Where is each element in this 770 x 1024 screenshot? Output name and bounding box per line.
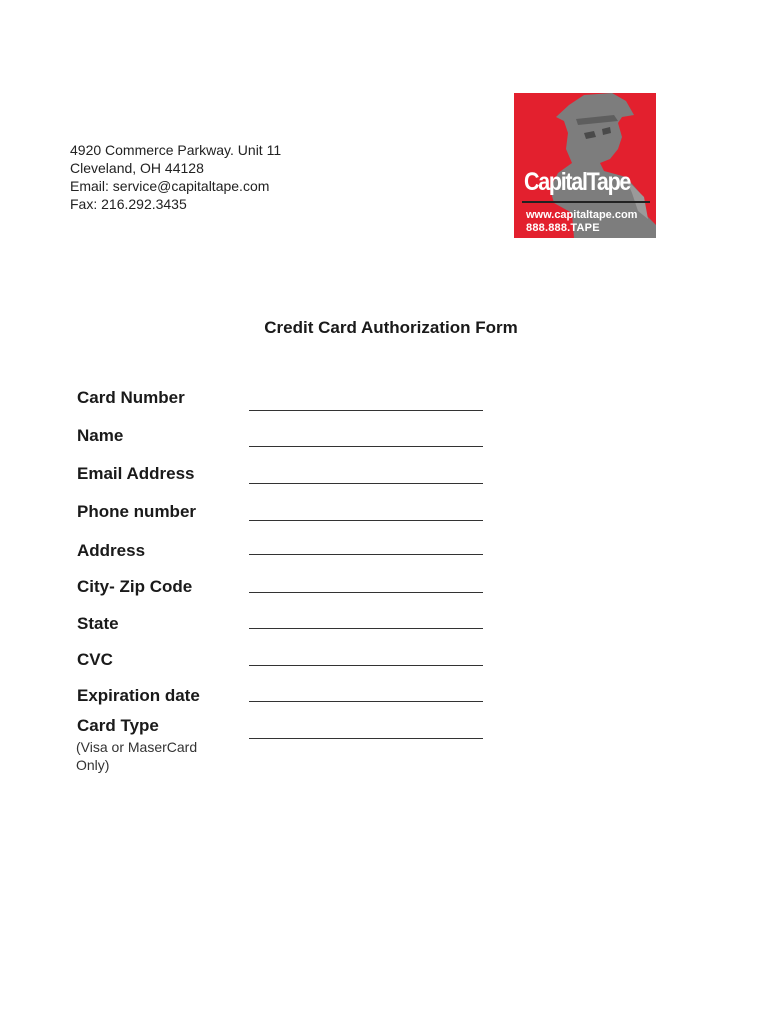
label-expiration-date: Expiration date [77,686,200,705]
address-line-street: 4920 Commerce Parkway. Unit 11 [70,142,282,158]
label-address: Address [77,541,146,560]
company-logo [514,93,656,238]
label-email-address: Email Address [77,464,195,483]
field-line-email-address[interactable] [249,483,483,484]
form-title: Credit Card Authorization Form [264,318,518,337]
label-card-type: Card Type [77,716,159,735]
address-line-city: Cleveland, OH 44128 [70,160,204,176]
logo-website: www.capitaltape.com [526,209,638,221]
field-line-phone-number[interactable] [249,520,483,521]
label-name: Name [77,426,124,445]
label-state: State [77,614,119,633]
label-city-zip-code: City- Zip Code [77,577,193,596]
label-cvc: CVC [77,650,113,669]
field-line-city-zip-code[interactable] [249,592,483,593]
field-line-address[interactable] [249,554,483,555]
logo-divider [522,201,650,203]
field-line-name[interactable] [249,446,483,447]
field-line-cvc[interactable] [249,665,483,666]
logo-phone: 888.888.TAPE [526,222,600,234]
field-line-state[interactable] [249,628,483,629]
label-phone-number: Phone number [77,502,197,521]
address-line-email: Email: service@capitaltape.com [70,178,270,194]
label-card-number: Card Number [77,388,185,407]
field-line-expiration-date[interactable] [249,701,483,702]
address-line-fax: Fax: 216.292.3435 [70,196,187,212]
logo-brand-text: CapitalTape [524,168,631,196]
company-address-block [70,141,281,213]
field-line-card-number[interactable] [249,410,483,411]
field-line-card-type[interactable] [249,738,483,739]
card-type-note: (Visa or MaserCard Only) [76,739,198,773]
